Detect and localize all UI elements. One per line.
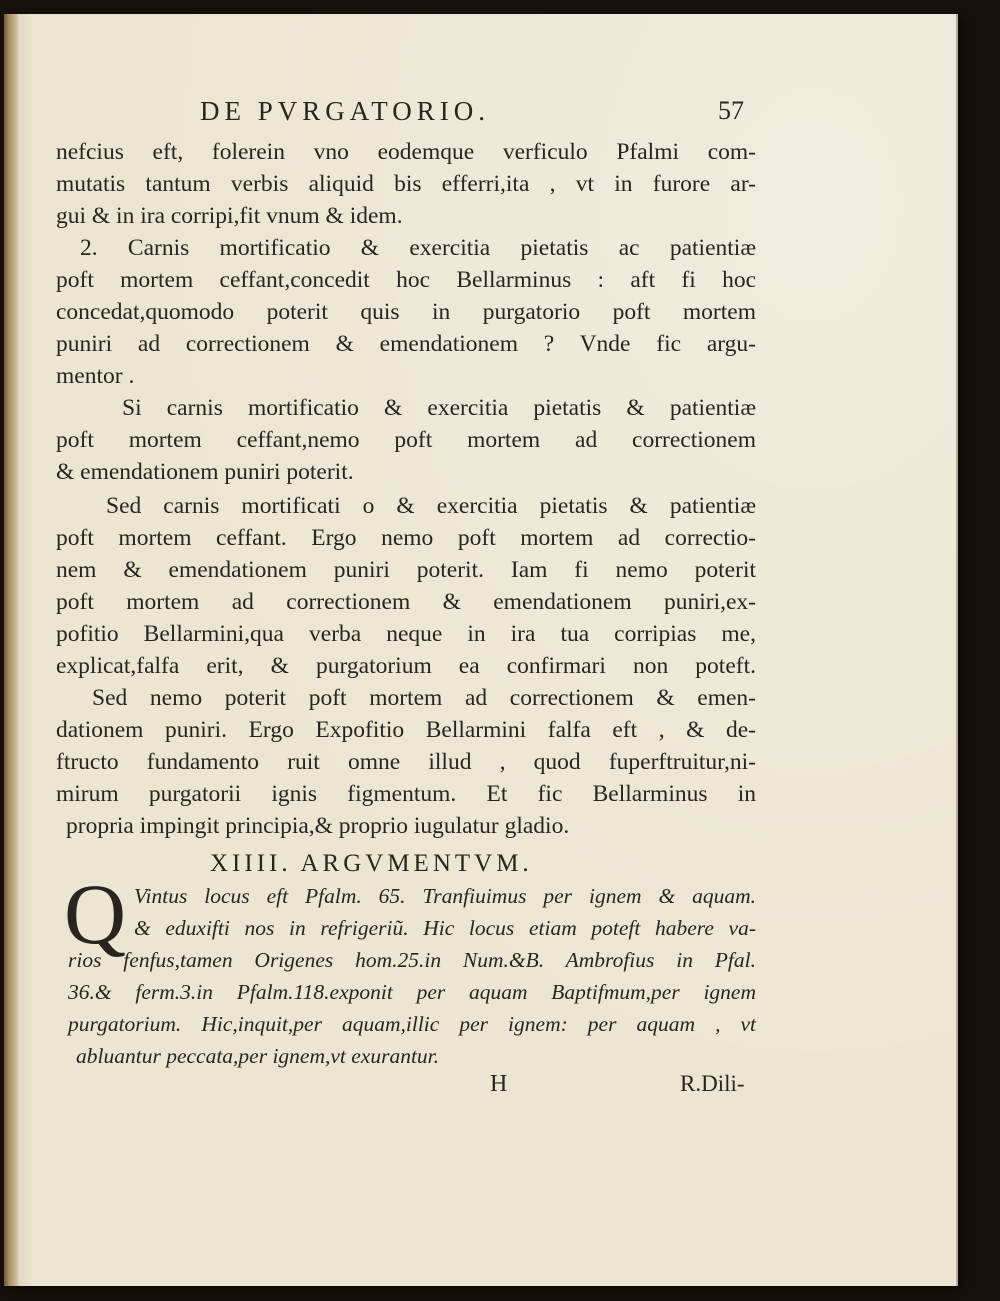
text-line: poft mortem ad correctionem & emendationem puniri,ex- (56, 589, 756, 615)
section-heading: XIIII. ARGVMENTVM. (210, 850, 533, 877)
text-line: explicat,falfa erit, & purgatorium ea confirmari non poteft. (56, 653, 756, 679)
book-page (4, 14, 958, 1286)
italic-line: 36.& ferm.3.in Pfalm.118.exponit per aquam Baptifmum,per ignem (68, 980, 756, 1004)
text-line: concedat,quomodo poterit quis in purgatorio poft mortem (56, 299, 756, 325)
page-number: 57 (718, 96, 744, 125)
text-line: dationem puniri. Ergo Expofitio Bellarmini falfa eft , & de- (56, 717, 756, 743)
text-line: poft mortem ceffant,nemo poft mortem ad correctionem (56, 427, 756, 453)
text-line: puniri ad correctionem & emendationem ? Vnde fic argu- (56, 331, 756, 357)
drop-capital: Q (64, 866, 127, 962)
text-line: ftructo fundamento ruit omne illud , quod fuperftruitur,ni- (56, 749, 756, 775)
italic-line: & eduxifti nos in refrigeriũ. Hic locus etiam poteft habere va- (134, 916, 756, 940)
page-gutter (4, 14, 18, 1286)
text-line: mutatis tantum verbis aliquid bis efferri,ita , vt in furore ar- (56, 171, 756, 197)
catchword: R.Dili- (680, 1071, 745, 1096)
text-line: mentor . (56, 363, 135, 389)
signature-mark: H (490, 1071, 508, 1097)
text-line: Si carnis mortificatio & exercitia pietatis & patientiæ (122, 395, 756, 421)
text-line: poft mortem ceffant. Ergo nemo poft mortem ad correctio- (56, 525, 756, 551)
text-line: 2. Carnis mortificatio & exercitia pietatis ac patientiæ (80, 235, 756, 261)
italic-line: Vintus locus eft Pfalm. 65. Tranfiuimus per ignem & aquam. (134, 884, 756, 908)
text-line: propria impingit principia,& proprio iugulatur gladio. (66, 813, 570, 839)
text-line: poft mortem ceffant,concedit hoc Bellarminus : aft fi hoc (56, 267, 756, 293)
text-line: nem & emendationem puniri poterit. Iam fi nemo poterit (56, 557, 756, 583)
text-line: nefcius eft, folerein vno eodemque verficulo Pfalmi com- (56, 139, 756, 165)
text-line: Sed carnis mortificati o & exercitia pietatis & patientiæ (106, 493, 756, 519)
text-line: Sed nemo poterit poft mortem ad correctionem & emen- (92, 685, 756, 711)
text-line: gui & in ira corripi,fit vnum & idem. (56, 203, 403, 229)
text-line: & emendationem puniri poterit. (56, 459, 354, 485)
running-header (200, 96, 750, 132)
text-line: pofitio Bellarmini,qua verba neque in ira tua corripias me, (56, 621, 756, 647)
italic-line: purgatorium. Hic,inquit,per aquam,illic per ignem: per aquam , vt (68, 1012, 756, 1036)
text-line: mirum purgatorii ignis figmentum. Et fic Bellarminus in (56, 781, 756, 807)
italic-line: rios fenfus,tamen Origenes hom.25.in Num.&B. Ambrofius in Pfal. (68, 948, 756, 972)
italic-line: abluantur peccata,per ignem,vt exurantur. (76, 1044, 440, 1068)
running-title: DE PVRGATORIO. (200, 96, 491, 126)
